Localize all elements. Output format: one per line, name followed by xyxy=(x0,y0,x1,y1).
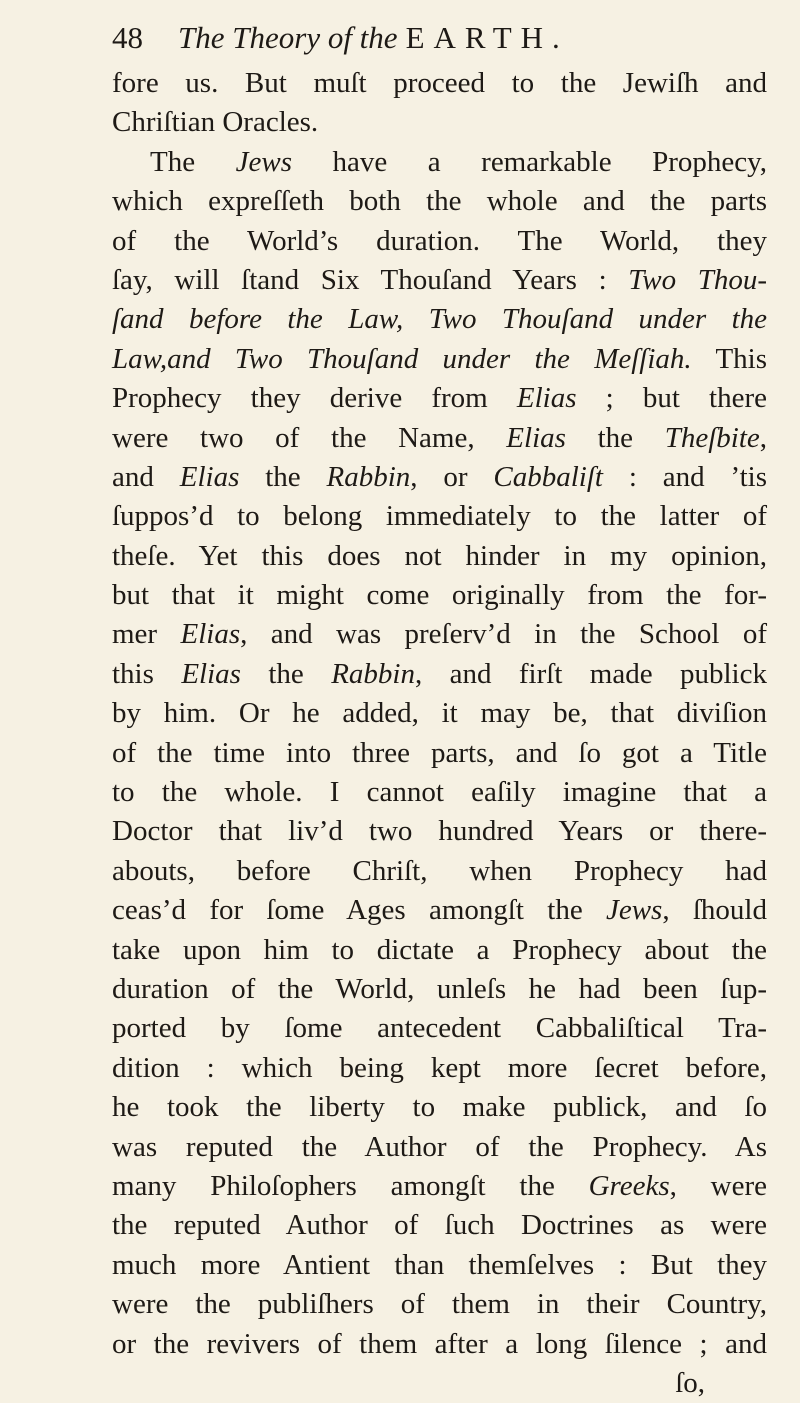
text-run: , and firſt made publick xyxy=(414,657,767,690)
text-run: This xyxy=(691,342,767,375)
text-line xyxy=(112,773,767,812)
text-run: : and ’tis xyxy=(602,460,768,493)
running-title: The Theory of the xyxy=(178,20,398,55)
italic-text: Rabbin xyxy=(331,657,415,690)
italic-text: Elias xyxy=(516,382,577,415)
running-head xyxy=(112,14,752,62)
text-run: were the publiſhers of them in their Country, xyxy=(112,1288,767,1321)
text-run: fore us. But muſt proceed to the Jewiſh and xyxy=(112,67,767,99)
text-line xyxy=(112,300,767,339)
text-line xyxy=(112,379,767,418)
text-line xyxy=(112,1206,767,1245)
text-line xyxy=(112,1128,767,1167)
italic-text: ſand before the Law, Two Thouſand under the xyxy=(112,303,767,336)
text-run: Doctor that liv’d two hundred Years or there- xyxy=(112,815,767,848)
text-run: ſay, will ſtand Six Thouſand Years : xyxy=(112,263,629,296)
text-line xyxy=(112,261,767,300)
text-line xyxy=(112,970,767,1009)
text-run: , and was preſerv’d in the School of xyxy=(240,618,767,651)
italic-text: Theſbite xyxy=(664,421,760,454)
text-run: of the time into three parts, and ſo got a Title xyxy=(112,736,767,769)
text-run: dition : which being kept more ſecret before, xyxy=(112,1051,767,1084)
text-run: by him. Or he added, it may be, that diviſion xyxy=(112,697,767,730)
text-line xyxy=(112,1285,767,1324)
page-number: 48 xyxy=(112,20,143,55)
text-run: , xyxy=(759,421,767,454)
text-line xyxy=(112,1246,767,1285)
text-run: Prophecy they derive from xyxy=(112,382,517,415)
text-run: theſe. Yet this does not hinder in my opinion, xyxy=(112,539,767,572)
text-run: to the whole. I cannot eaſily imagine that a xyxy=(112,776,767,809)
text-run: he took the liberty to make publick, and ſo xyxy=(112,1091,767,1124)
text-run: Chriſtian Oracles. xyxy=(112,106,319,139)
text-line xyxy=(112,812,767,851)
text-run: was reputed the Author of the Prophecy. As xyxy=(112,1130,767,1163)
text-run: of the World’s duration. The World, they xyxy=(112,224,767,257)
text-line xyxy=(112,497,767,536)
text-line xyxy=(112,103,767,142)
text-run: and xyxy=(112,460,180,493)
text-line xyxy=(112,143,767,182)
text-run: abouts, before Chriſt, when Prophecy had xyxy=(112,854,767,887)
running-title-caps: EARTH. xyxy=(405,20,569,55)
body-text xyxy=(112,64,767,1403)
text-run: were two of the Name, xyxy=(112,421,507,454)
text-run: the xyxy=(565,421,665,454)
text-line xyxy=(112,1009,767,1048)
text-run: ſuppos’d to belong immediately to the latter of xyxy=(112,500,767,533)
italic-text: Rabbin xyxy=(326,460,411,493)
text-run: this xyxy=(112,657,182,690)
text-line xyxy=(112,852,767,891)
text-run: many Philoſophers amongſt the xyxy=(112,1169,589,1202)
catchword: ſo, xyxy=(675,1366,705,1399)
text-line xyxy=(112,340,767,379)
italic-text: Jews xyxy=(235,145,292,178)
text-run: , or xyxy=(410,460,494,493)
text-line xyxy=(112,222,767,261)
text-line xyxy=(112,931,767,970)
text-run: ; but there xyxy=(576,382,767,415)
text-run: mer xyxy=(112,618,181,651)
text-run: or the revivers of them after a long ſilence ; and xyxy=(112,1327,767,1360)
text-line xyxy=(112,891,767,930)
text-run: have a remarkable Prophecy, xyxy=(291,145,767,178)
text-line xyxy=(112,576,767,615)
text-line xyxy=(112,1049,767,1088)
text-line xyxy=(112,1325,767,1364)
text-line xyxy=(112,1167,767,1206)
text-run: the xyxy=(239,460,327,493)
text-line xyxy=(112,64,767,103)
text-run: but that it might come originally from the for- xyxy=(112,579,767,612)
italic-text: Elias xyxy=(179,460,240,493)
text-run: , ſhould xyxy=(662,894,767,927)
text-run: the xyxy=(240,657,332,690)
text-line xyxy=(112,615,767,654)
text-run: take upon him to dictate a Prophecy about the xyxy=(112,933,767,966)
text-run: , were xyxy=(669,1169,767,1202)
text-line xyxy=(112,419,767,458)
text-line xyxy=(112,694,767,733)
italic-text: Jews xyxy=(605,894,663,927)
text-line xyxy=(112,458,767,497)
italic-text: Elias xyxy=(180,618,241,651)
text-line xyxy=(112,537,767,576)
text-run: The xyxy=(150,145,236,178)
italic-text: Elias xyxy=(506,421,566,454)
text-run: much more Antient than themſelves : But they xyxy=(112,1248,767,1281)
text-line xyxy=(112,734,767,773)
italic-text: Elias xyxy=(181,657,241,690)
italic-text: Greeks xyxy=(588,1169,670,1202)
text-run: ceas’d for ſome Ages amongſt the xyxy=(112,894,606,927)
text-run: duration of the World, unleſs he had been ſup- xyxy=(112,972,767,1005)
italic-text: Cabbaliſt xyxy=(493,460,603,493)
text-line xyxy=(112,1088,767,1127)
text-run: which expreſſeth both the whole and the parts xyxy=(112,185,767,218)
italic-text: Law,and Two Thouſand under the Meſſiah. xyxy=(112,342,692,375)
text-run: ported by ſome antecedent Cabbaliſtical Tra- xyxy=(112,1012,767,1045)
text-line xyxy=(112,182,767,221)
text-run: the reputed Author of ſuch Doctrines as were xyxy=(112,1209,767,1242)
italic-text: Two Thou- xyxy=(628,263,767,296)
text-line xyxy=(112,655,767,694)
